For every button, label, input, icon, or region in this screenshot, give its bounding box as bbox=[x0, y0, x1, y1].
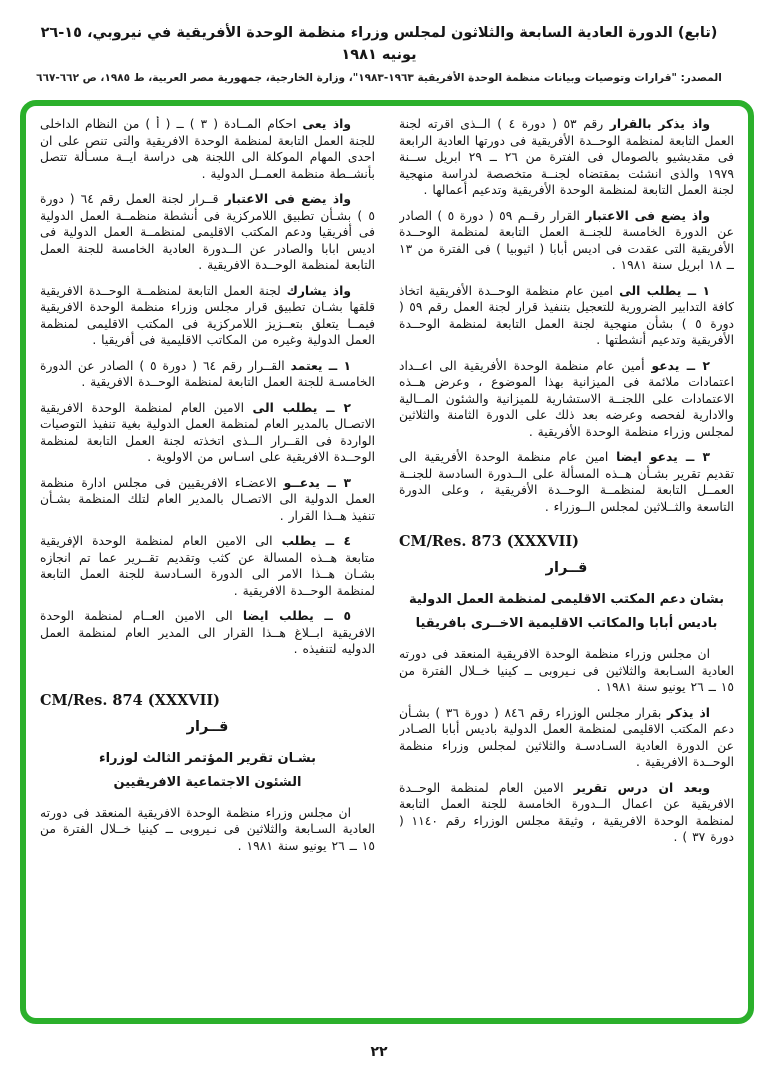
paragraph-text: امين عام منظمة الوحــدة الأفريقية اتخاذ كافة التدابير الضرورية للتعجيل بتنفيذ قرار لجنة العمل رقم ٥٩ ( دورة ٥ ) بشأن منهجية لجنة العمل التابعة لمنظمة الوحــدة الأفريقية وتدعيم أنشطتها . bbox=[399, 283, 734, 347]
resolution-subtitle-line1: بشان دعم المكتب الاقليمى لمنظمة العمل الدولية bbox=[409, 592, 724, 607]
paragraph-text: قــرار لجنة العمل رقم ٦٤ ( دورة ٥ ) بشـأن تطبيق اللامركزية فى أنشطة منظمــة العمل الدولية فى أفريقيا ودعم المكتب الاقليمى لمنظمــة العمل الدولية فى اديس ابابا والصادر عن الــدورة العادية الخامسة للجنة العمل التابعة لمنظمة الوحــدة الافريقية . bbox=[40, 192, 375, 272]
paragraph-text: القــرار رقم ٦٤ ( دورة ٥ ) الصادر عن الدورة الخامسـة للجنة العمل التابعة لمنظمة الوحــدة الافريقية . bbox=[40, 358, 375, 389]
paragraph-text: رقم ٥٣ ( دورة ٤ ) الــذى اقرته لجنة العمل التابعة لمنظمة الوحــدة الأفريقية فى دورتها العادية الرابعة فى مقديشيو بالصومال فى الفترة من ٢٦ ــ ٢٩ ابريل ســنة ١٩٧٩ والذى انشئت بمقتضاه لجنــة متخصصة لدراسة منهجية لجنة العمل التابعة لمنظمة الوحدة الأفريقية وتدعيم أعمالها . bbox=[399, 117, 734, 197]
column-left bbox=[40, 116, 375, 1008]
numbered-item bbox=[399, 449, 734, 515]
paragraph-lead: واذ يذكر بالقرار bbox=[609, 117, 710, 131]
paragraph-lead: ٥ ــ يطلب ايضا bbox=[242, 609, 351, 623]
column-right bbox=[399, 116, 734, 1008]
resolution-subtitle-line2: الشئون الاجتماعية الافريقيين bbox=[113, 774, 302, 790]
paragraph-text: ان مجلس وزراء منظمة الوحدة الافريقية المنعقد فى دورته العادية السـابعة والثلاثين فى نـيروبى ــ كينيا خــلال الفترة من ١٥ ــ ٢٦ يونيو سنة ١٩٨١ . bbox=[399, 647, 734, 694]
numbered-item bbox=[40, 358, 375, 391]
resolution-subtitle bbox=[399, 588, 734, 636]
paragraph bbox=[399, 705, 734, 771]
paragraph bbox=[40, 116, 375, 182]
paragraph-lead: ٢ ــ يطلب الى bbox=[252, 400, 351, 415]
paragraph-lead: وبعد ان درس تقرير bbox=[573, 780, 710, 795]
paragraph bbox=[399, 116, 734, 199]
resolution-id-873: CM/Res. 873 (XXXVII) bbox=[399, 533, 580, 550]
header-session-title: (تابع) الدورة العادية السابعة والثلاثون لمجلس وزراء منظمة الوحدة الأفريقية في نيروبي، ١٥-٢٦ يونيه ١٩٨١ bbox=[40, 25, 718, 63]
paragraph-lead: ٤ ــ يطلب bbox=[281, 534, 351, 548]
resolution-subtitle-line2: باديس أبابا والمكاتب الاقليمية الاخــرى بافريقيا bbox=[415, 616, 718, 631]
resolution-subtitle bbox=[40, 747, 375, 795]
paragraph-text: الامين العام لمنظمة الوحدة الافريقية الاتصـال بالمدير العام لمنظمة العمل الدولية بغية تنفيذ التوصيات الواردة فى القــرار الــذى اتخذته لجنة العمل التابعة لمنظمة الوحــدة الافريقية على اسـاس من الاولوية . bbox=[40, 400, 375, 464]
two-column-layout bbox=[40, 116, 734, 1008]
paragraph-text: ان مجلس وزراء منظمة الوحدة الافريقية المنعقد فى دورته العادية السـابعة والثلاثين فى نـيروبى ــ كينيا خــلال الفترة من ١٥ ــ ٢٦ يونيو سنة ١٩٨١ . bbox=[40, 805, 375, 853]
paragraph-lead: ١ ــ يطلب الى bbox=[619, 283, 710, 298]
paragraph bbox=[40, 283, 375, 349]
paragraph-text: لجنة العمل التابعة لمنظمــة الوحــدة الافريقية قلقها بشـان تطبيق قرار مجلس وزراء منظمة الوحدة الافريقية فيمــا يتعلق بتعــزيز اللامركزية فى المكتب الاقليمى لمنظمة العمل الدولية وغيره من المكاتب الاقليمية فى أفريقيا . bbox=[40, 283, 375, 347]
numbered-item bbox=[399, 283, 734, 349]
paragraph-lead: واذ يضع فى الاعتبار bbox=[585, 208, 710, 223]
paragraph-lead: ١ ــ يعتمد bbox=[290, 358, 351, 373]
paragraph-lead: واذ يعى bbox=[302, 117, 352, 131]
resolution-title: قــرار bbox=[545, 560, 588, 576]
green-frame bbox=[20, 100, 754, 1024]
paragraph-text: امين عام منظمة الوحدة الأفريقية الى تقديم تقرير بشـأن هــذه المسألة على الــدورة السادسة للجنــة العمــل التابعة لمنظمــة الوحــدة الأفريقية ، وعلى الدورة التاسعة والثــلاثين لمجلس الــوزراء . bbox=[399, 450, 734, 514]
paragraph bbox=[399, 646, 734, 696]
paragraph-text: أمين عام منظمة الوحدة الأفريقية الى اعــداد اعتمادات ملائمة فى الميزانية بهذا الموضوع ، وعرض هــذه الاعتمادات على اللجنــة الاستشارية للميزانية والشئون المــالية والادارية لفحصه وعرضه بعد ذلك على الدورة الثامنة والثلاثين لمجلس وزراء منظمة الوحدة الأفريقية . bbox=[399, 358, 734, 439]
numbered-item bbox=[40, 608, 375, 658]
numbered-item bbox=[40, 475, 375, 525]
paragraph-text: احكام المــادة ( ٣ ) ــ ( أ ) من النظام الداخلى للجنة العمل التابعة لمنظمة الوحدة الافريقية والتى تنص على ان احدى المهام الموكلة الى اللجنة هى دراسة ايــة مسـألة تتصل بأنشــطة منظمة العمــل الدولية . bbox=[40, 117, 375, 181]
paragraph-text: الاعضـاء الافريقيين فى مجلس ادارة منظمة العمل الدولية الى الاتصـال بالمدير العام لتلك المنظمة بشـأن تنفيذ هــذا القرار . bbox=[40, 475, 375, 523]
numbered-item bbox=[40, 533, 375, 599]
paragraph-lead: ٣ ــ يدعــو bbox=[283, 475, 351, 490]
header-source-line: المصدر: "قرارات وتوصيات وبيانات منظمة الوحدة الأفريقية ١٩٦٣-١٩٨٣"، وزارة الخارجية، جمهورية مصر العربية، ط ١٩٨٥، ص ٦٦٢-٦٦٧ bbox=[36, 72, 722, 84]
paragraph-text: بقرار مجلس الوزراء رقم ٨٤٦ ( دورة ٣٦ ) بشـأن دعم المكتب الاقليمى لمنظمة العمل الدولية باديس أبابا الصـادر عن الدورة العادية السـادسـة والثلاثين لمجلس وزراء منظمة الوحــدة الافريقية . bbox=[399, 705, 734, 769]
numbered-item bbox=[40, 400, 375, 466]
paragraph-lead: ٢ ــ يدعو bbox=[651, 358, 710, 373]
paragraph bbox=[40, 805, 375, 855]
paragraph-lead: ٣ ــ يدعو ايضا bbox=[616, 450, 711, 464]
resolution-title: قــرار bbox=[186, 718, 229, 735]
paragraph-text: القرار رقــم ٥٩ ( دورة ٥ ) الصادر عن الدورة الخامسة للجنــة العمل التابعة لمنظمة الوحــدة الأفريقية التى عقدت فى اديس أبابا ( اثيوبيا ) فى الفترة من ١٣ ــ ١٨ ابريل سنة ١٩٨١ . bbox=[399, 208, 734, 272]
paragraph bbox=[399, 208, 734, 274]
resolution-id-874: CM/Res. 874 (XXXVII) bbox=[40, 691, 221, 709]
paragraph bbox=[40, 191, 375, 274]
paragraph bbox=[399, 780, 734, 846]
resolution-subtitle-line1: بشـان تقرير المؤتمر الثالث لوزراء bbox=[98, 750, 317, 766]
page-number: ٢٢ bbox=[370, 1044, 388, 1060]
paragraph-lead: واذ يشارك bbox=[286, 283, 351, 298]
paragraph-text: الى الامين العام لمنظمة الوحدة الإفريقية متابعة هــذه المسالة عن كثب وتقديم تقــرير عما تم انجازه بشـان هــذا الامر الى الدورة السـادسة للجنة العمل التابعة لمنظمة الوحــدة الافريقية . bbox=[40, 534, 375, 598]
paragraph-lead: اذ يذكر bbox=[666, 705, 710, 720]
paragraph-text: الامين العام لمنظمة الوحــدة الافريقية عن اعمال الــدورة الخامسة للجنة العمل التابعة لمنظمة الوحدة الافريقية ، وثيقة مجلس الوزراء رقم ١١٤٠ ( دورة ٣٧ ) . bbox=[399, 780, 734, 844]
paragraph-text: الى الامين العــام لمنظمة الوحدة الافريقية ابــلاغ هــذا القرار الى المدير العام لمنظمة العمل الدوليه لتنفيذه . bbox=[40, 609, 375, 656]
page-header bbox=[30, 22, 728, 84]
numbered-item bbox=[399, 358, 734, 441]
paragraph-lead: واذ يضع فى الاعتبار bbox=[224, 192, 351, 206]
